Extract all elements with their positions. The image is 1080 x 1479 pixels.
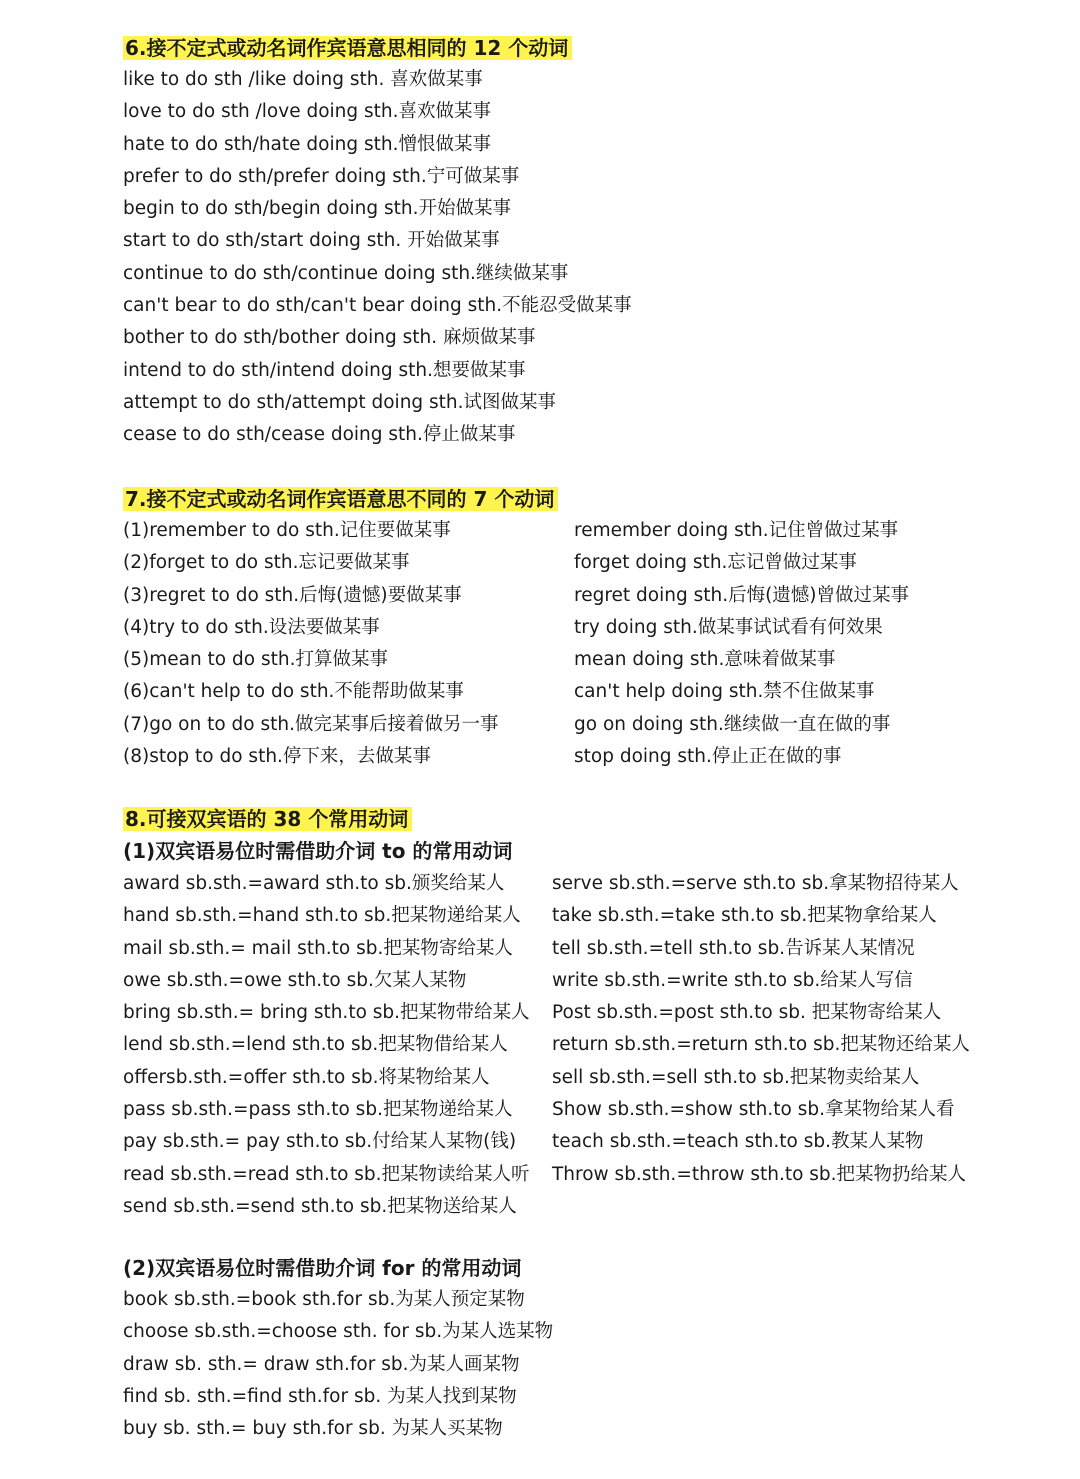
- list-item: teach sb.sth.=teach sth.to sb.教某人某物: [552, 1131, 924, 1153]
- list-item: intend to do sth/intend doing sth.想要做某事: [123, 359, 526, 381]
- list-item: cease to do sth/cease doing sth.停止做某事: [123, 424, 516, 446]
- list-item: (7)go on to do sth.做完某事后接着做另一事: [123, 713, 499, 735]
- list-item: hand sb.sth.=hand sth.to sb.把某物递给某人: [123, 905, 521, 927]
- list-item: pay sb.sth.= pay sth.to sb.付给某人某物(钱): [123, 1131, 517, 1153]
- list-item: like to do sth /like doing sth. 喜欢做某事: [123, 69, 483, 90]
- list-item: find sb. sth.=find sth.for sb. 为某人找到某物: [123, 1385, 517, 1407]
- section-8-left-column: [123, 868, 530, 1223]
- list-item: Post sb.sth.=post sth.to sb. 把某物寄给某人: [552, 1002, 942, 1024]
- list-item: buy sb. sth.= buy sth.for sb. 为某人买某物: [123, 1418, 503, 1440]
- list-item: hate to do sth/hate doing sth.憎恨做某事: [123, 133, 491, 155]
- section-6-list: [123, 64, 632, 452]
- list-item: love to do sth /love doing sth.喜欢做某事: [123, 101, 492, 123]
- list-item: remember doing sth.记住曾做过某事: [574, 520, 899, 541]
- section-8-heading: [123, 803, 412, 835]
- section-7-heading: [123, 483, 558, 515]
- list-item: regret doing sth.后悔(遗憾)曾做过某事: [574, 584, 910, 606]
- list-item: award sb.sth.=award sth.to sb.颁奖给某人: [123, 873, 505, 894]
- list-item: mail sb.sth.= mail sth.to sb.把某物寄给某人: [123, 937, 513, 959]
- list-item: (5)mean to do sth.打算做某事: [123, 649, 388, 671]
- list-item: bother to do sth/bother doing sth. 麻烦做某事: [123, 327, 536, 349]
- list-item: continue to do sth/continue doing sth.继续做某事: [123, 262, 569, 284]
- list-item: (8)stop to do sth.停下来，去做某事: [123, 746, 431, 768]
- section-8-subheading-for: (2)双宾语易位时需借助介词 for 的常用动词: [123, 1256, 522, 1280]
- list-item: begin to do sth/begin doing sth.开始做某事: [123, 198, 512, 220]
- list-item: (2)forget to do sth.忘记要做某事: [123, 552, 410, 574]
- list-item: try doing sth.做某事试试看有何效果: [574, 616, 883, 638]
- list-item: book sb.sth.=book sth.for sb.为某人预定某物: [123, 1289, 525, 1310]
- list-item: stop doing sth.停止正在做的事: [574, 746, 842, 768]
- section-7-title: 7.接不定式或动名词作宾语意思不同的 7 个动词: [123, 487, 558, 511]
- list-item: start to do sth/start doing sth. 开始做某事: [123, 230, 500, 252]
- list-item: Show sb.sth.=show sth.to sb.拿某物给某人看: [552, 1099, 955, 1121]
- list-item: forget doing sth.忘记曾做过某事: [574, 552, 857, 574]
- list-item: take sb.sth.=take sth.to sb.把某物拿给某人: [552, 905, 937, 927]
- list-item: (4)try to do sth.设法要做某事: [123, 616, 380, 638]
- list-item: write sb.sth.=write sth.to sb.给某人写信: [552, 969, 913, 991]
- list-item: tell sb.sth.=tell sth.to sb.告诉某人某情况: [552, 937, 915, 959]
- list-item: (6)can't help to do sth.不能帮助做某事: [123, 681, 464, 703]
- section-8-right-column: [552, 868, 970, 1191]
- section-7-right-column: [574, 515, 909, 773]
- list-item: choose sb.sth.=choose sth. for sb.为某人选某物: [123, 1321, 554, 1343]
- list-item: offersb.sth.=offer sth.to sb.将某物给某人: [123, 1066, 490, 1088]
- list-item: serve sb.sth.=serve sth.to sb.拿某物招待某人: [552, 873, 959, 894]
- list-item: pass sb.sth.=pass sth.to sb.把某物递给某人: [123, 1099, 513, 1121]
- section-6-title: 6.接不定式或动名词作宾语意思相同的 12 个动词: [123, 36, 572, 60]
- list-item: mean doing sth.意味着做某事: [574, 649, 836, 671]
- list-item: draw sb. sth.= draw sth.for sb.为某人画某物: [123, 1353, 520, 1375]
- list-item: send sb.sth.=send sth.to sb.把某物送给某人: [123, 1195, 517, 1217]
- list-item: (3)regret to do sth.后悔(遗憾)要做某事: [123, 584, 462, 606]
- list-item: bring sb.sth.= bring sth.to sb.把某物带给某人: [123, 1002, 530, 1024]
- section-6-heading: [123, 32, 572, 64]
- list-item: Throw sb.sth.=throw sth.to sb.把某物扔给某人: [552, 1163, 967, 1185]
- list-item: (1)remember to do sth.记住要做某事: [123, 520, 451, 541]
- section-8-for-list: [123, 1284, 553, 1445]
- list-item: read sb.sth.=read sth.to sb.把某物读给某人听: [123, 1163, 530, 1185]
- section-7-left-column: [123, 515, 498, 773]
- list-item: sell sb.sth.=sell sth.to sb.把某物卖给某人: [552, 1066, 920, 1088]
- list-item: owe sb.sth.=owe sth.to sb.欠某人某物: [123, 969, 467, 991]
- list-item: lend sb.sth.=lend sth.to sb.把某物借给某人: [123, 1034, 508, 1056]
- section-8-subheading-to: (1)双宾语易位时需借助介词 to 的常用动词: [123, 839, 513, 863]
- list-item: can't help doing sth.禁不住做某事: [574, 681, 875, 703]
- list-item: attempt to do sth/attempt doing sth.试图做某事: [123, 391, 557, 413]
- list-item: return sb.sth.=return sth.to sb.把某物还给某人: [552, 1034, 970, 1056]
- list-item: can't bear to do sth/can't bear doing sth.不能忍受做某事: [123, 295, 632, 317]
- list-item: go on doing sth.继续做一直在做的事: [574, 713, 891, 735]
- list-item: prefer to do sth/prefer doing sth.宁可做某事: [123, 165, 520, 187]
- section-8-title: 8.可接双宾语的 38 个常用动词: [123, 807, 412, 831]
